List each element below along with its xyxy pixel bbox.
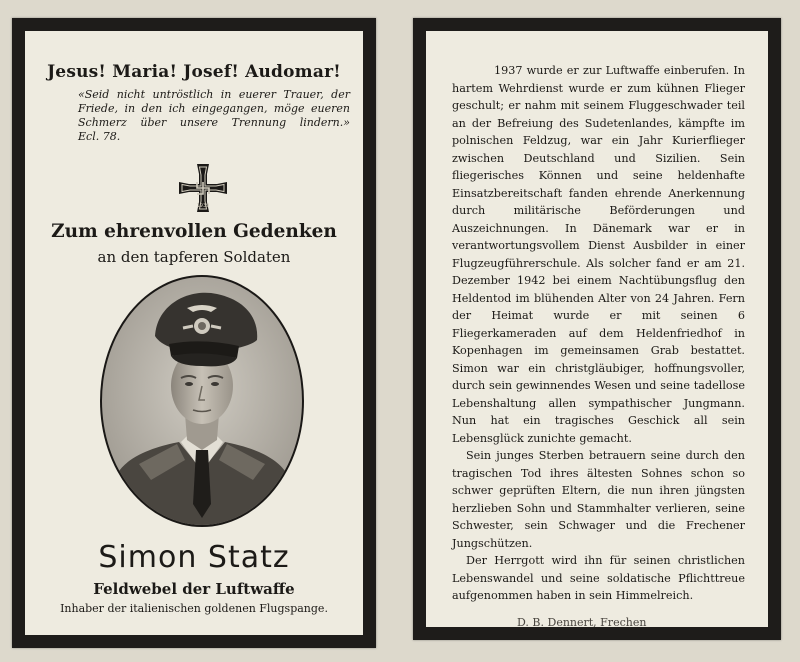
printer-signature: D. B. Dennert, Frechen [517,616,647,629]
memorial-heading: Zum ehrenvollen Gedenken [51,221,337,242]
memorial-card-back [413,18,781,640]
biography-paragraph: Sein junges Sterben betrauern seine durch den tragischen Tod ihres ältesten Sohnes schon so schwer geprüften Eltern, die nun ihren jüngsten herzlieben Sohn und Stammhalter verlieren, seine Schwester, sein Schwager und die Frechener Jungschützen. [452,449,745,550]
military-rank: Feldwebel der Luftwaffe [93,580,295,598]
deceased-name: Simon Statz [98,540,290,575]
invocation-line: Jesus! Maria! Josef! Audomar! [47,62,341,82]
memorial-subheading: an den tapferen Soldaten [97,248,291,266]
memorial-card-front [12,18,376,648]
award-line: Inhaber der italienischen goldenen Flugspange. [60,602,328,615]
cross-year: 1939 [196,203,210,209]
biography-paragraph: 1937 wurde er zur Luftwaffe einberufen. In hartem Wehrdienst wurde er zum kühnen Flieger geschult; er nahm mit seinem Fluggeschwader teil an der Befreiung des Sudetenlandes, kämpfte im polnischen Feldzug, war ein Jahr Kurierflieger zwischen Deutschland und Sizilien. Sein fliegerisches Können und seine heldenhafte Einsatzbereitschaft fanden ehrende Anerkennung durch militärische Beförderungen und Auszeichnungen. In Dänemark war er in verantwortungsvollem Dienst Ausbilder in einer Flugzeugführerschule. Als solcher fand er am 21. Dezember 1942 bei einem Nachtübungsflug den Heldentod im blühenden Alter von 24 Jahren. Fern der Heimat wurde er mit seinen 6 Fliegerkameraden auf dem Heldenfriedhof in Kopenhagen im gemeinsamen Grab bestattet. Simon war ein christgläubiger, hoffnungsvoller, durch sein gewinnendes Wesen und seine tadellose Lebenshaltung allen sympathischer Jungmann. Nun hat ein tragisches Geschick all sein Lebensglück zunichte gemacht. [452,64,745,445]
iron-cross-icon [176,161,230,215]
quote-text: «Seid nicht untröstlich in euerer Trauer, der Friede, in den ich eingegangen, möge eueren Schmerz über unsere Trennung lindern.» [78,88,350,129]
biography-text [452,62,745,605]
scripture-quote [78,88,350,144]
biography-paragraph: Der Herrgott wird ihn für seinen christlichen Lebenswandel und seine soldatische Pflichttreue aufgenommen haben in sein Himmelreich. [452,554,745,602]
soldier-portrait-icon [99,274,305,528]
quote-source: Ecl. 78. [78,130,121,143]
